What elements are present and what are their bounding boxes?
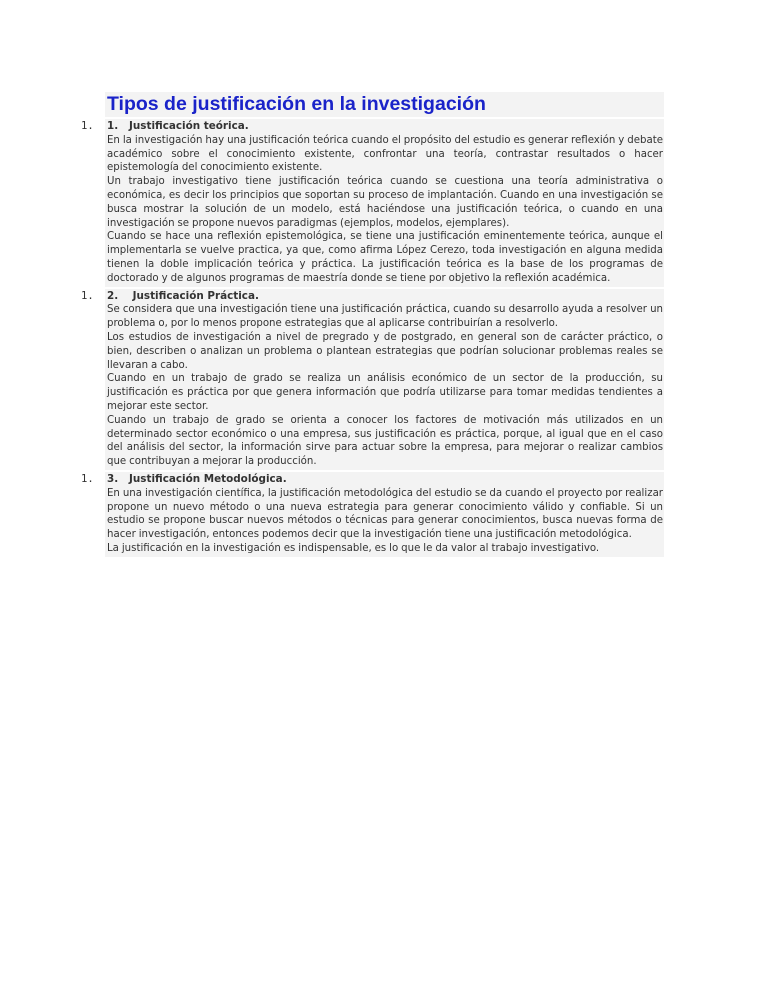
paragraph: La justificación en la investigación es indispensable, es lo que le da valor al trabajo investigativo. xyxy=(107,542,600,554)
list-marker: 1. xyxy=(81,472,94,485)
section-heading: 1. Justificación teórica. xyxy=(107,120,249,132)
section-justificacion-teorica xyxy=(81,119,664,287)
paragraph: Se considera que una investigación tiene una justificación práctica, cuando su desarrollo ayuda a resolver un problema o, por lo menos propone estrategias que al aplicarse contribuirían a resolverlo. xyxy=(107,304,663,330)
paragraph: Cuando en un trabajo de grado se realiza un análisis económico de un sector de la producción, su justificación es práctica por que genera información que podría utilizarse para tomar medidas tendientes a mejorar este sector. xyxy=(107,373,663,412)
paragraph: Cuando un trabajo de grado se orienta a conocer los factores de motivación más utilizados en un determinado sector económico o una empresa, sus justificación es práctica, porque, al igual que en el caso del análisis del sector, la información sirve para actuar sobre la empresa, para mejorar o realizar cambios que contribuyan a mejorar la producción. xyxy=(107,414,663,468)
section-heading: 3. Justificación Metodológica. xyxy=(107,472,287,485)
paragraph: En la investigación hay una justificación teórica cuando el propósito del estudio es generar reflexión y debate académico sobre el conocimiento existente, confrontar una teoría, contrastar resultados o hacer epistemología del conocimiento existente. xyxy=(107,134,663,174)
section-justificacion-practica xyxy=(81,289,664,470)
paragraph: En una investigación científica, la justificación metodológica del estudio se da cuando el proyecto por realizar propone un nuevo método o una nueva estrategia para generar conocimiento válido y confiable. Si un estudio se propone buscar nuevos métodos o técnicas para generar conocimientos, busca nuevas forma de hacer investigación, entonces podemos decir que la investigación tiene una justificación metodológica. xyxy=(107,487,663,541)
paragraph: Cuando se hace una reflexión epistemológica, se tiene una justificación eminentemente teórica, aunque el implementarla se vuelve practica, ya que, como afirma López Cerezo, toda investigación en alguna medida tienen la doble implicación teórica y práctica. La justificación teórica es la base de los programas de doctorado y de algunos programas de maestría donde se tiene por objetivo la reflexión académica. xyxy=(107,231,663,284)
page-title: Tipos de justificación en la investigación xyxy=(105,92,664,117)
paragraph: Los estudios de investigación a nivel de pregrado y de postgrado, en general son de carácter práctico, o bien, describen o analizan un problema o plantean estrategias que podrían solucionar problemas reales se llevaran a cabo. xyxy=(107,331,663,371)
list-marker: 1. xyxy=(81,120,94,132)
section-heading: 2. Justificación Práctica. xyxy=(107,289,259,302)
paragraph: Un trabajo investigativo tiene justificación teórica cuando se cuestiona una teoría administrativa o económica, es decir los principios que soportan su proceso de implantación. Cuando en una investigación se busca mostrar la solución de un modelo, está haciéndose una justificación teórica, o cuando en una investigación se propone nuevos paradigmas (ejemplos, modelos, ejemplares). xyxy=(107,176,663,229)
section-justificacion-metodologica xyxy=(81,472,664,557)
list-marker: 1. xyxy=(81,289,94,302)
document-content xyxy=(81,92,664,557)
